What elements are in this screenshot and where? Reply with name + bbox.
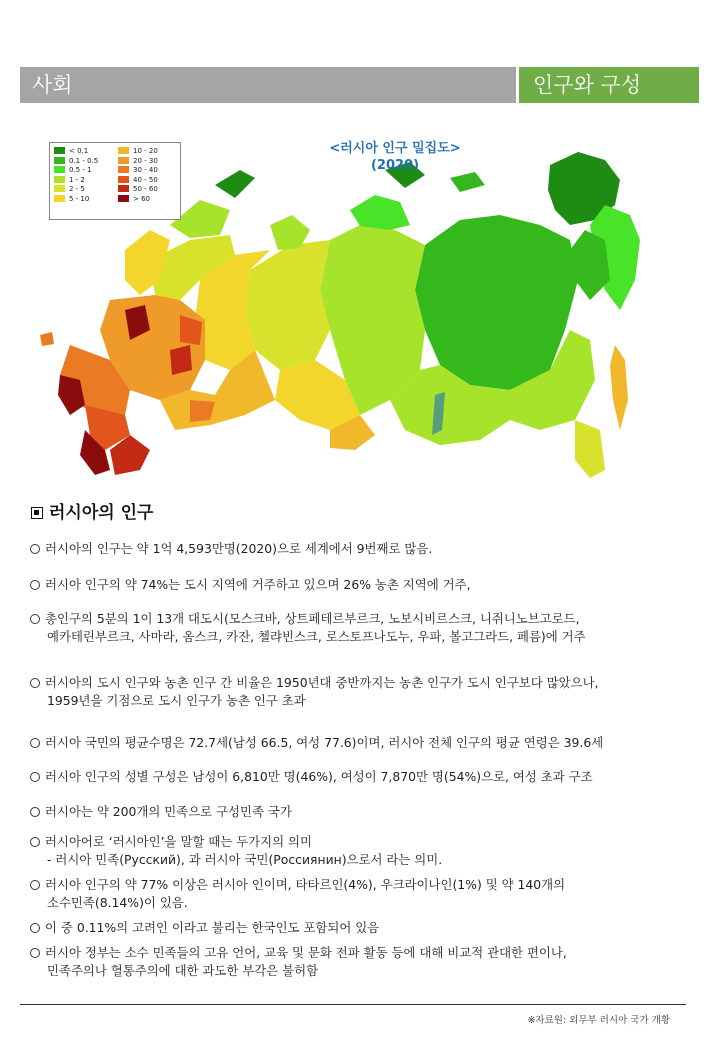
legend-swatch [54, 166, 65, 173]
map-year: (2020) [370, 158, 420, 173]
legend-item: 10 - 20 [118, 147, 158, 157]
legend-swatch [118, 185, 129, 192]
legend-item: 2 - 5 [54, 185, 98, 195]
list-item: 러시아 인구의 약 77% 이상은 러시아 인이며, 타타르인(4%), 우크라이나인(1%) 및 약 140개의 소수민족(8.14%)이 있음. [30, 876, 565, 912]
circle-bullet-icon [30, 880, 40, 890]
russia-density-map [30, 130, 670, 480]
legend-swatch [118, 147, 129, 154]
legend-swatch [118, 195, 129, 202]
legend-item: 30 - 40 [118, 166, 158, 176]
list-item: 이 중 0.11%의 고려인 이라고 불리는 한국인도 포함되어 있음 [30, 919, 379, 937]
legend-item: 40 - 50 [118, 176, 158, 186]
legend-item: 50 - 60 [118, 185, 158, 195]
legend-item: 0.5 - 1 [54, 166, 98, 176]
header-category: 사회 [20, 67, 516, 103]
legend-swatch [118, 166, 129, 173]
list-item: 총인구의 5분의 1이 13개 대도시(모스크바, 상트페테르부르크, 노보시비르스크, 니쥐니노브고로드, 예카테린부르크, 사마라, 옴스크, 카잔, 첼랴빈스크, 로스토프나도누, 우파, 볼고그라드, 페름)에 거주 [30, 610, 586, 646]
list-item: 러시아의 인구는 약 1억 4,593만명(2020)으로 세계에서 9번째로 많음. [30, 540, 432, 558]
legend-swatch [54, 147, 65, 154]
list-item: 러시아의 도시 인구와 농촌 인구 간 비율은 1950년대 중반까지는 농촌 인구가 도시 인구보다 많았으나, 1959년을 기점으로 도시 인구가 농촌 인구 초과 [30, 674, 598, 710]
circle-bullet-icon [30, 923, 40, 933]
map-title [295, 140, 495, 174]
legend-item: 0.1 - 0.5 [54, 157, 98, 167]
header-topic: 인구와 구성 [519, 67, 699, 103]
legend-column-left [54, 147, 98, 205]
legend-swatch [118, 157, 129, 164]
legend-item: < 0.1 [54, 147, 98, 157]
legend-item: 5 - 10 [54, 195, 98, 205]
map-title-text: <러시아 인구 밀집도> [329, 141, 461, 156]
legend-swatch [54, 157, 65, 164]
list-item: 러시아 정부는 소수 민족들의 고유 언어, 교육 및 문화 전파 활동 등에 대해 비교적 관대한 편이나, 민족주의나 혈통주의에 대한 과도한 부각은 불허함 [30, 944, 567, 980]
legend-swatch [54, 176, 65, 183]
section-title: 러시아의 인구 [31, 498, 153, 523]
legend-swatch [118, 176, 129, 183]
circle-bullet-icon [30, 614, 40, 624]
page-header [20, 67, 699, 103]
density-legend [49, 142, 181, 220]
legend-item: > 60 [118, 195, 158, 205]
legend-swatch [54, 195, 65, 202]
footer-divider [20, 1004, 686, 1005]
circle-bullet-icon [30, 837, 40, 847]
list-item: 러시아 인구의 성별 구성은 남성이 6,810만 명(46%), 여성이 7,870만 명(54%)으로, 여성 초과 구조 [30, 768, 593, 786]
circle-bullet-icon [30, 772, 40, 782]
circle-bullet-icon [30, 807, 40, 817]
list-item: 러시아 인구의 약 74%는 도시 지역에 거주하고 있으며 26% 농촌 지역에 거주, [30, 576, 471, 594]
legend-column-right [118, 147, 158, 205]
legend-swatch [54, 185, 65, 192]
source-note: ※자료원: 외무부 러시아 국가 개황 [527, 1015, 670, 1026]
circle-bullet-icon [30, 738, 40, 748]
legend-item: 20 - 30 [118, 157, 158, 167]
circle-bullet-icon [30, 678, 40, 688]
list-item: 러시아어로 ‘러시아인’을 말할 때는 두가지의 의미 - 러시아 민족(Русский), 과 러시아 국민(Россиянин)으로서 라는 의미. [30, 833, 442, 869]
list-item: 러시아는 약 200개의 민족으로 구성민족 국가 [30, 803, 292, 821]
square-bullet-icon [31, 507, 43, 519]
circle-bullet-icon [30, 544, 40, 554]
circle-bullet-icon [30, 948, 40, 958]
circle-bullet-icon [30, 580, 40, 590]
list-item: 러시아 국민의 평균수명은 72.7세(남성 66.5, 여성 77.6)이며, 러시아 전체 인구의 평균 연령은 39.6세 [30, 734, 603, 752]
legend-item: 1 - 2 [54, 176, 98, 186]
